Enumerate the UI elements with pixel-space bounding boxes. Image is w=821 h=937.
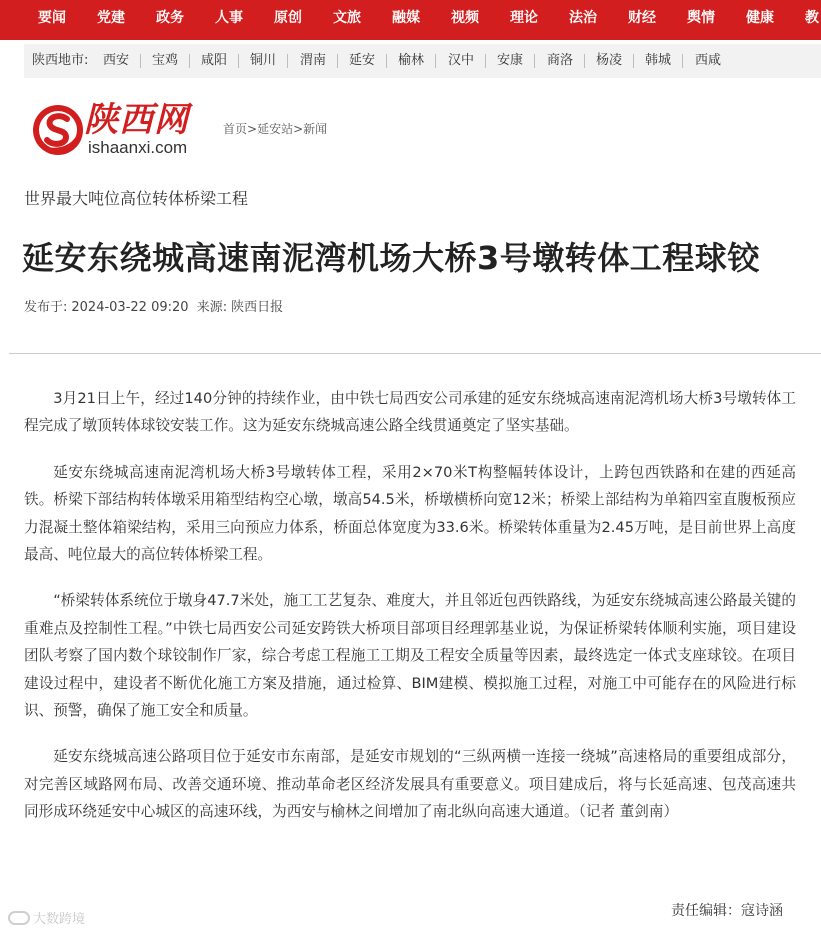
nav-item[interactable]: 理论 xyxy=(510,10,538,26)
breadcrumb-section[interactable]: 新闻 xyxy=(303,122,328,136)
source-label: 来源: xyxy=(196,300,228,315)
paragraph: 延安东绕城高速南泥湾机场大桥3号墩转体工程，采用2×70米T构整幅转体设计，上跨包西铁路和在建的西延高铁。桥梁下部结构转体墩采用箱型结构空心墩，墩高54.5米，桥墩横桥向宽12米；桥梁上部结构为单箱四室直腹板预应力混凝土整体箱梁结构，采用三向预应力体系，桥面总体宽度为33.6米。桥梁转体重量为2.45万吨，是目前世界上高度最高、吨位最大的高位转体桥梁工程。 xyxy=(24,463,796,564)
separator xyxy=(140,54,141,68)
breadcrumb-home[interactable]: 首页 xyxy=(223,122,248,136)
article-body xyxy=(24,385,796,845)
nav-item[interactable]: 视频 xyxy=(451,10,479,26)
nav-item[interactable]: 政务 xyxy=(156,10,184,26)
separator xyxy=(287,54,288,68)
city-bar-label: 陕西地市: xyxy=(32,53,89,68)
nav-item[interactable]: 要闻 xyxy=(38,10,66,26)
city-link[interactable]: 韩城 xyxy=(645,53,672,68)
logo-swirl-icon xyxy=(30,102,86,158)
nav-item[interactable]: 健康 xyxy=(746,10,774,26)
breadcrumb-channel[interactable]: 延安站 xyxy=(257,122,294,136)
separator xyxy=(584,54,585,68)
logo-text-en: ishaanxi.com xyxy=(88,138,188,157)
article-subtitle: 世界最大吨位高位转体桥梁工程 xyxy=(24,189,249,208)
breadcrumb-separator: > xyxy=(293,122,304,136)
published-date: 2024-03-22 09:20 xyxy=(71,300,189,315)
city-bar xyxy=(24,44,821,78)
separator xyxy=(682,54,683,68)
site-logo[interactable] xyxy=(30,100,230,160)
nav-item[interactable]: 党建 xyxy=(97,10,125,26)
separator xyxy=(485,54,486,68)
watermark-icon xyxy=(8,911,30,925)
breadcrumb xyxy=(223,121,327,137)
logo-text-cn: 陕西网 xyxy=(84,100,189,140)
city-link[interactable]: 商洛 xyxy=(547,53,574,68)
article-meta xyxy=(24,298,287,318)
source-name: 陕西日报 xyxy=(231,300,284,315)
watermark-text: 大数跨境 xyxy=(33,912,86,927)
top-nav xyxy=(0,0,821,40)
nav-item[interactable]: 人事 xyxy=(215,10,243,26)
responsible-editor: 责任编辑：寇诗涵 xyxy=(671,903,783,919)
city-link[interactable]: 宝鸡 xyxy=(152,53,179,68)
separator xyxy=(337,54,338,68)
nav-item[interactable]: 文旅 xyxy=(333,10,361,26)
published-label: 发布于: xyxy=(24,300,68,315)
city-link[interactable]: 西安 xyxy=(103,53,130,68)
city-link[interactable]: 咸阳 xyxy=(201,53,228,68)
paragraph: “桥梁转体系统位于墩身47.7米处，施工工艺复杂、难度大，并且邻近包西铁路线，为延安东绕城高速公路最关键的重难点及控制性工程。”中铁七局西安公司延安跨铁大桥项目部项目经理郭基业说，为保证桥梁转体顺利实施，项目建设团队考察了国内数个球铰制作厂家，综合考虑工程施工工期及工程安全质量等因素，最终选定一体式支座球铰。在项目建设过程中，建设者不断优化施工方案及措施，通过检算、BIM建模、模拟施工过程，对施工中可能存在的风险进行标识、预警，确保了施工安全和质量。 xyxy=(24,592,796,720)
paragraph: 3月21日上午，经过140分钟的持续作业，由中铁七局西安公司承建的延安东绕城高速南泥湾机场大桥3号墩转体工程完成了墩顶转体球铰安装工作。这为延安东绕城高速公路全线贯通奠定了坚实基础。 xyxy=(24,390,796,435)
nav-item[interactable]: 财经 xyxy=(628,10,656,26)
city-link[interactable]: 渭南 xyxy=(300,53,327,68)
city-link[interactable]: 杨凌 xyxy=(596,53,623,68)
city-link[interactable]: 铜川 xyxy=(250,53,277,68)
city-link[interactable]: 西咸 xyxy=(695,53,722,68)
separator xyxy=(189,54,190,68)
watermark xyxy=(8,910,85,930)
breadcrumb-separator: > xyxy=(247,122,258,136)
nav-item[interactable]: 教 xyxy=(805,10,819,26)
city-link[interactable]: 延安 xyxy=(349,53,376,68)
nav-item[interactable]: 舆情 xyxy=(687,10,715,26)
separator xyxy=(238,54,239,68)
nav-item[interactable]: 融媒 xyxy=(392,10,420,26)
city-link[interactable]: 榆林 xyxy=(398,53,425,68)
separator xyxy=(534,54,535,68)
paragraph: 延安东绕城高速公路项目位于延安市东南部，是延安市规划的“三纵两横一连接一绕城”高速格局的重要组成部分，对完善区域路网布局、改善交通环境、推动革命老区经济发展具有重要意义。项目建成后，将与长延高速、包茂高速共同形成环绕延安中心城区的高速环线，为西安与榆林之间增加了南北纵向高速大通道。（记者 董剑南） xyxy=(24,748,796,821)
nav-item[interactable]: 法治 xyxy=(569,10,597,26)
separator xyxy=(435,54,436,68)
city-link[interactable]: 安康 xyxy=(497,53,524,68)
article-title: 延安东绕城高速南泥湾机场大桥3号墩转体工程球铰 xyxy=(22,239,760,277)
divider xyxy=(9,353,821,354)
separator xyxy=(386,54,387,68)
city-link[interactable]: 汉中 xyxy=(448,53,475,68)
nav-item[interactable]: 原创 xyxy=(274,10,302,26)
separator xyxy=(633,54,634,68)
